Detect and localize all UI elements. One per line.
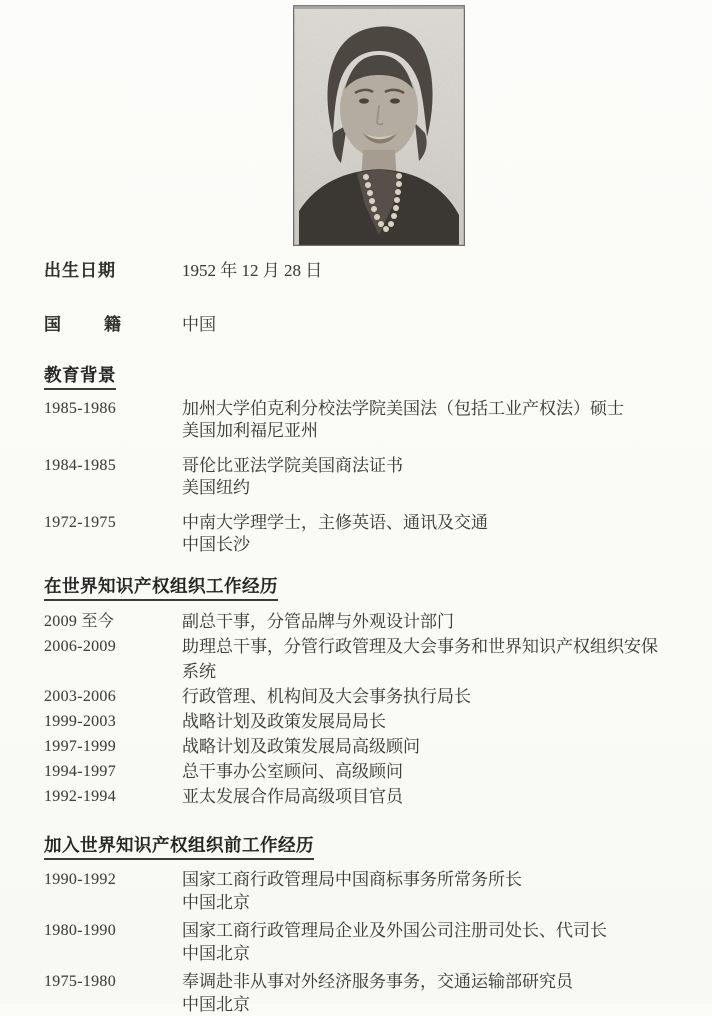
entry-period: 1985-1986 xyxy=(44,400,117,417)
timeline-entry xyxy=(44,919,690,965)
entry-line: 加州大学伯克利分校法学院美国法（包括工业产权法）硕士 xyxy=(182,399,624,418)
entry-period: 1999-2003 xyxy=(44,713,117,730)
entry-description xyxy=(182,970,690,1016)
entry-line: 奉调赴非从事对外经济服务事务，交通运输部研究员 xyxy=(182,972,573,991)
entry-period: 1972-1975 xyxy=(44,514,117,531)
timeline-entry xyxy=(44,759,690,784)
entry-line: 总干事办公室顾问、高级顾问 xyxy=(182,762,403,781)
entry-description xyxy=(182,634,690,684)
section-title-row xyxy=(44,362,690,390)
entry-line: 美国加利福尼亚州 xyxy=(182,421,318,440)
nationality-row xyxy=(44,314,690,336)
entry-line: 中国北京 xyxy=(182,995,250,1014)
entry-description xyxy=(182,709,690,734)
entry-period: 2003-2006 xyxy=(44,688,117,705)
entry-period: 1997-1999 xyxy=(44,738,117,755)
section-title-row xyxy=(44,573,690,601)
entry-description xyxy=(182,684,690,709)
section xyxy=(44,362,690,556)
birth-date-row xyxy=(44,260,690,282)
birth-date-value: 1952 年 12 月 28 日 xyxy=(182,261,323,280)
entry-period: 1990-1992 xyxy=(44,871,117,888)
birth-date-label: 出生日期 xyxy=(44,261,116,280)
timeline-entry xyxy=(44,734,690,759)
section xyxy=(44,573,690,809)
entry-line: 副总干事，分管品牌与外观设计部门 xyxy=(182,612,454,631)
timeline-entry xyxy=(44,970,690,1016)
entry-line: 中国长沙 xyxy=(182,535,250,554)
timeline-entry xyxy=(44,634,690,684)
entry-line: 中国北京 xyxy=(182,893,250,912)
timeline-entry xyxy=(44,455,690,499)
section-title: 加入世界知识产权组织前工作经历 xyxy=(44,832,314,860)
entry-period: 1975-1980 xyxy=(44,973,117,990)
portrait-photo-graphic xyxy=(293,5,465,246)
entry-description xyxy=(182,512,690,556)
sections xyxy=(44,362,690,1016)
entry-line: 美国纽约 xyxy=(182,478,250,497)
entry-description xyxy=(182,609,690,634)
entry-line: 国家工商行政管理局中国商标事务所常务所长 xyxy=(182,870,522,889)
timeline-entry xyxy=(44,512,690,556)
entry-period: 1994-1997 xyxy=(44,763,117,780)
timeline-entry xyxy=(44,709,690,734)
entry-description xyxy=(182,784,690,809)
entry-line: 战略计划及政策发展局高级顾问 xyxy=(182,737,420,756)
nationality-label: 国 籍 xyxy=(44,315,122,334)
nationality-value: 中国 xyxy=(182,315,216,334)
entry-line: 中国北京 xyxy=(182,944,250,963)
entry-description xyxy=(182,919,690,965)
section xyxy=(44,832,690,1016)
timeline-entry xyxy=(44,868,690,914)
section-title: 在世界知识产权组织工作经历 xyxy=(44,573,278,601)
section-title-row xyxy=(44,832,690,860)
entry-line: 系统 xyxy=(182,662,216,681)
entry-period: 1984-1985 xyxy=(44,457,117,474)
cv-content xyxy=(44,254,690,1016)
timeline-entry xyxy=(44,784,690,809)
entry-description xyxy=(182,734,690,759)
entry-line: 亚太发展合作局高级项目官员 xyxy=(182,787,403,806)
entry-description xyxy=(182,759,690,784)
timeline-entry xyxy=(44,609,690,634)
entry-line: 战略计划及政策发展局局长 xyxy=(182,712,386,731)
timeline-entry xyxy=(44,684,690,709)
entry-description xyxy=(182,455,690,499)
entry-period: 2006-2009 xyxy=(44,638,117,655)
entry-line: 国家工商行政管理局企业及外国公司注册司处长、代司长 xyxy=(182,921,607,940)
entry-period: 2009 至今 xyxy=(44,613,115,630)
entry-description xyxy=(182,398,690,442)
entry-period: 1992-1994 xyxy=(44,788,117,805)
portrait-photo xyxy=(293,5,465,246)
entry-line: 哥伦比亚法学院美国商法证书 xyxy=(182,456,403,475)
section-title: 教育背景 xyxy=(44,362,116,390)
entry-line: 中南大学理学士，主修英语、通讯及交通 xyxy=(182,513,488,532)
timeline-entry xyxy=(44,398,690,442)
entry-period: 1980-1990 xyxy=(44,922,117,939)
entry-description xyxy=(182,868,690,914)
entry-line: 行政管理、机构间及大会事务执行局长 xyxy=(182,687,471,706)
entry-line: 助理总干事，分管行政管理及大会事务和世界知识产权组织安保 xyxy=(182,637,658,656)
